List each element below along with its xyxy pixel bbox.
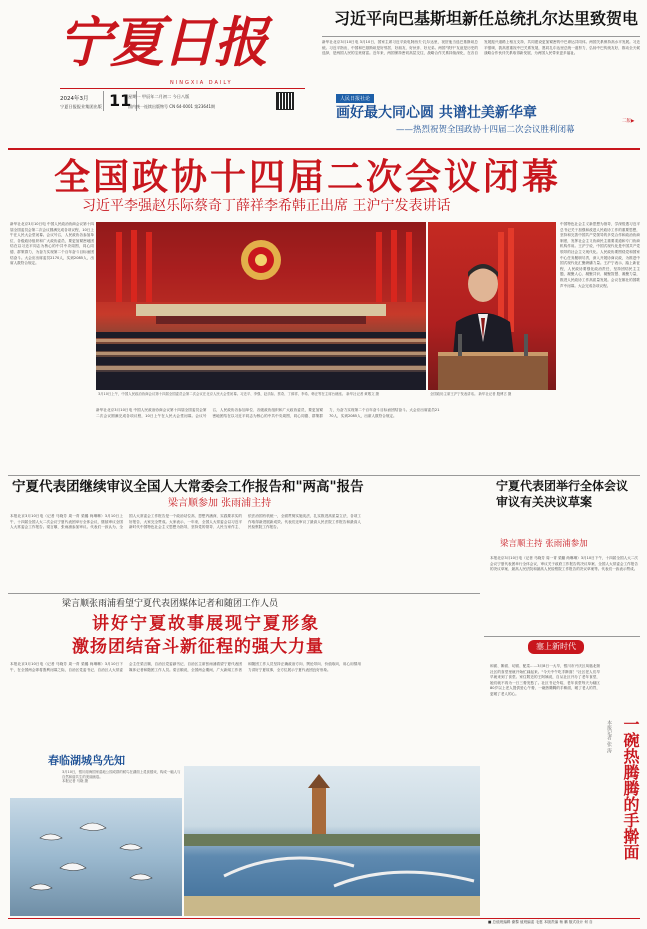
speaker-figure-svg [428,222,556,390]
column-author: 本报记者 张 涛 [606,720,612,754]
masthead-day: 11 [103,91,137,111]
story4-headline-1: 讲好宁夏故事展现宁夏形象 [92,614,320,634]
qr-code [276,92,294,110]
story4-headline-2: 激扬团结奋斗新征程的强大力量 [72,637,324,657]
lake-scene-svg [184,766,480,916]
speaker-photo [428,222,556,390]
congress-hall-photo [96,222,426,390]
masthead-codes: 国内统一连续出版物号 CN 64-0001 第23641期 [128,104,216,109]
story4-body: 本报北京3月10日电（记者 马晓芳 周一青 梁璐 尚琳琳）3月10日下午，在全国两会即将胜利闭幕之际，自治区党委书记、自治区人大常委会主任梁言顺，自治区党委副书记、自治区主席张雨浦看望宁夏代表团媒体记者和随团工作人员。梁言顺说，全国两会期间，广大新闻工作者和随团工作人员坚持正确政治方向、舆论导向、价值取向，用心用情用力讲好宁夏故事，全方位展示宁夏代表团良好形象。 [10,662,361,672]
masthead [0,0,320,150]
editorial-page-ref[interactable]: 二版▶ [622,119,635,124]
masthead-publisher: 宁夏日报报业集团出版 [60,104,102,109]
column-headline: 一碗热腾腾的手擀面 [621,716,640,860]
photo-feature-caption: 3月10日，银川阅海国家湿地公园成群的候鸟在湖面上觅食嬉戏，构成一幅人与自然和谐共生的美丽画卷。 本报记者 马晓 摄 [62,770,181,784]
lead-body-right: 中国特色社会主义新思想为指导，学深悟透习近平总书记关于加强和改进人民政协工作的重要思想，坚持和完善中国共产党领导的多党合作和政治协商制度，发挥社会主义协商民主重要渠道和专门协商机构作用。王沪宁说，中国式现代化是中国共产党领导的社会主义现代化。人民政协要围绕党和国家中心任务履职尽责，深入开展协商议政，为推进中国式现代化汇聚磅礴力量。王沪宁表示，踏上新征程，人民政协要强化政治责任，坚持团结民主主题，凝聚人心、凝聚共识、凝聚智慧、凝聚力量，推进人民政协工作高质量发展。会议在雄壮的国歌声中闭幕。大会完成各项议程。 [560,222,640,288]
story3-subhead: 梁言顺主持 张雨浦参加 [500,539,588,549]
story4-kicker: 梁言顺张雨浦看望宁夏代表团媒体记者和随团工作人员 [62,599,279,609]
congress-photo-caption: 3月10日上午，中国人民政治协商会议第十四届全国委员会第二次会议在北京人民大会堂闭幕。习近平、李强、赵乐际、蔡奇、丁薛祥、李希、韩正等在主席台就座。 新华社记者 黄敬文 摄 [98,392,379,396]
speaker-photo-credit: 新华社记者 殷博古 摄 [478,392,512,396]
photo-feature-title: 春临湖城鸟先知 [48,754,125,767]
footer-credits: ■ 总值班编辑 谢黎 值班编委 毛惠 本版责编 杨 鹏 版式设计 何 自 [488,920,593,924]
birds-svg [10,798,182,916]
congress-photo-credit: 新华社记者 黄敬文 摄 [346,392,379,396]
lead-subhead: 习近平李强赵乐际蔡奇丁薛祥李希韩正出席 王沪宁发表讲话 [82,198,451,214]
editorial-subhead: ——热烈祝贺全国政协十四届二次会议胜利闭幕 [396,125,575,135]
story2-headline: 宁夏代表团继续审议全国人大常委会工作报告和"两高"报告 [12,479,364,495]
editorial-tag: 人民日报社论 [336,94,374,103]
top-story [320,8,640,83]
masthead-weekday: 星期一 甲辰年二月初二 今日八版 [128,94,190,99]
bird-photo [10,798,182,916]
column-badge: 塞上新时代 [528,640,584,654]
top-story-headline: 习近平向巴基斯坦新任总统扎尔达里致贺电 [334,9,639,28]
column-box [486,640,640,916]
editorial-box [326,88,638,144]
column-body: 和面、擀面、切面、配菜……3月8日一大早，银川市兴庆区凤凰北街社区的食堂里就开始忙碌起来。"今天中午吃手擀面！"社区老人们早早就来到了食堂。家住附近的王阿姨说，自从社区开办了老年食堂，她们就不再为一日三餐发愁了。社区书记介绍，老年食堂每天为辖区80岁以上老人提供爱心午餐，一碗热腾腾的手擀面，暖了老人的胃，更暖了老人的心。 [490,664,600,696]
story2-subhead: 梁言顺参加 张雨浦主持 [168,498,272,509]
speaker-photo-caption: 全国政协主席王沪宁发表讲话。 新华社记者 殷博古 摄 [430,392,512,396]
photo-feature [10,748,480,916]
story3-headline: 宁夏代表团举行全体会议审议有关决议草案 [496,479,629,509]
story3-body: 本报北京3月10日电（记者 马晓芳 周一青 梁璐 尚琳琳）3月10日下午，十四届全国人大二次会议宁夏代表团举行全体会议，审议关于政府工作报告的决议草案、全国人大常委会工作报告的决议草案、最高人民法院和最高人民检察院工作报告的决议草案等。代表们一致表示赞成。 [490,556,638,572]
hall-scene-svg [96,222,426,390]
editorial-headline: 画好最大同心圆 共谱壮美新华章 [336,105,537,121]
photo-feature-credit: 本报记者 马晓 摄 [62,779,88,784]
masthead-date: 2024年3月 [60,96,89,102]
story2-body: 本报北京3月10日电（记者 马晓芳 周一青 梁璐 尚琳琳）3月10日上午，十四届全国人大二次会议宁夏代表团举行全体会议，继续审议全国人大常委会工作报告。梁言顺、张雨浦参加审议。代表们一致认为，全国人大常委会工作报告是一个政治站位高、思想内涵深、实践要求实的好报告，大家完全赞成。大家表示，一年来，全国人大常委会以习近平新时代中国特色社会主义思想为指导，坚持党的领导、人民当家作主、依法治国有机统一，全面贯彻实施宪法，扎实推进高质量立法，各项工作取得新进展新成效。代表们还审议了最高人民法院工作报告和最高人民检察院工作报告。 [10,514,361,530]
lead-body-left: 新华社北京3月10日电 中国人民政治协商会议第十四届全国委员会第二次会议圆满完成各项议程，10日上午在人民大会堂闭幕。会议号召，人民政协各参加单位、各级政协组织和广大政协委员，要更加紧密地团结在以习近平同志为核心的中共中央周围，同心同德、群策群力，为奋力实现第二个百年奋斗目标而团结奋斗。大会应出席委员2170人，实到2085人，出席人数符合规定。 [10,222,94,266]
lead-body-continued: 新华社北京3月10日电 中国人民政治协商会议第十四届全国委员会第二次会议圆满完成各项议程，10日上午在人民大会堂闭幕。会议号召，人民政协各参加单位、各级政协组织和广大政协委员，要更加紧密地团结在以习近平同志为核心的中共中央周围，同心同德、群策群力，为奋力实现第二个百年奋斗目标而团结奋斗。大会应出席委员2170人，实到2085人，出席人数符合规定。 [96,408,440,418]
top-story-body: 新华社北京3月10日电 3月10日，国家主席习近平致电阿西夫·扎尔达里，祝贺他当选巴基斯坦总统。习近平指出，中国和巴基斯坦是好邻居、好朋友、好伙伴、好兄弟。两国"铁杆"友谊是历史的选择，是两国人民的宝贵财富。近年来，两国保持密切高层交往，战略合作关系持续深化，在各自发展振兴道路上相互支持，共同建设更加紧密的中巴命运共同体。两国关系保持高水平发展。习近平强调，我高度重视中巴关系发展，愿同扎尔达里总统一道努力，弘扬中巴传统友好，推动全天候战略合作伙伴关系取得新发展，为两国人民带来更多福祉。 [322,40,640,56]
story3-box [486,478,640,633]
lake-photo [184,766,480,916]
masthead-logo: 宁夏日报 [58,10,266,74]
masthead-pinyin: NINGXIA DAILY [170,80,233,86]
lead-headline: 全国政协十四届二次会议闭幕 [54,156,562,198]
